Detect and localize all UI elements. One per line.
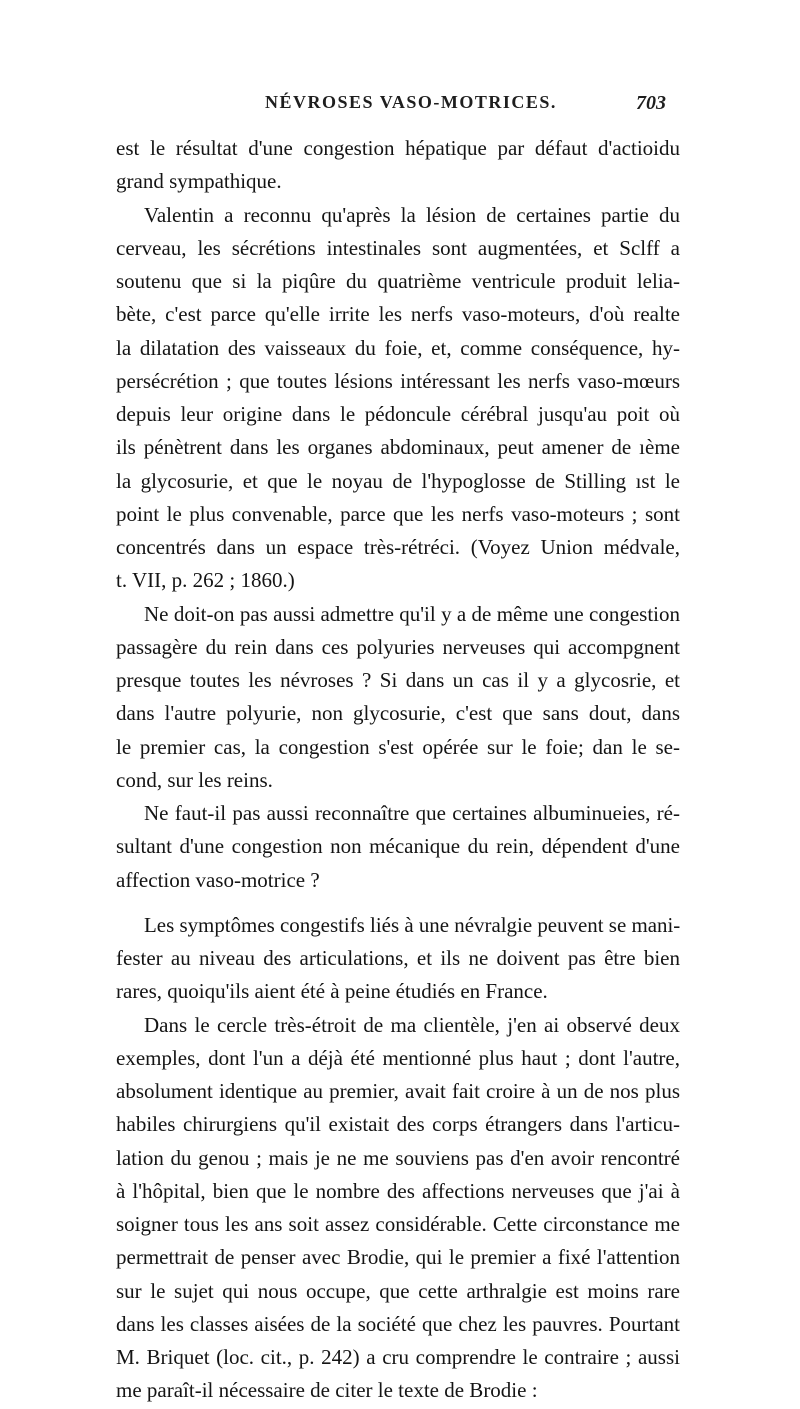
text-line: fester au niveau des articulations, et ils ne doivent pas être bien: [116, 946, 680, 970]
text-line: absolument identique au premier, avait fait croire à un de nos plus: [116, 1079, 680, 1103]
text-line: grand sympathique.: [116, 169, 282, 194]
paragraph-start-line: Ne faut-il pas aussi reconnaître que certaines albuminueies, ré-: [144, 801, 680, 825]
text-line: point le plus convenable, parce que les nerfs vaso-moteurs ; sont: [116, 501, 680, 526]
paragraph-start-line: Les symptômes congestifs liés à une névralgie peuvent se mani-: [144, 912, 681, 937]
paragraph-start-line: Valentin a reconnu qu'après la lésion de certaines partie du: [144, 202, 680, 227]
text-line: la dilatation des vaisseaux du foie, et, comme conséquence, hy-: [116, 335, 680, 360]
text-line: la glycosurie, et que le noyau de l'hypoglosse de Stilling ıst le: [116, 468, 680, 493]
text-line: cond, sur les reins.: [116, 767, 273, 792]
paragraph-start-line: Dans le cercle très-étroit de ma clientèle, j'en ai observé deux: [144, 1012, 680, 1037]
text-line: lation du genou ; mais je ne me souviens pas d'en avoir rencontré: [116, 1145, 680, 1170]
text-line: permettrait de penser avec Brodie, qui le premier a fixé l'attention: [116, 1245, 680, 1270]
text-line: depuis leur origine dans le pédoncule cérébral jusqu'au poit où: [116, 402, 680, 426]
text-line: dans les classes aisées de la société que chez les pauvres. Pourtant: [116, 1311, 680, 1336]
text-line: me paraît-il nécessaire de citer le texte de Brodie :: [116, 1378, 538, 1403]
paragraph-start-line: Ne doit-on pas aussi admettre qu'il y a de même une congestion: [144, 601, 680, 626]
text-line: cerveau, les sécrétions intestinales sont augmentées, et Sclff a: [116, 235, 680, 260]
text-line: affection vaso-motrice ?: [116, 867, 320, 892]
text-line: t. VII, p. 262 ; 1860.): [116, 568, 295, 593]
text-line: passagère du rein dans ces polyuries nerveuses qui accompgnent: [116, 634, 680, 659]
text-line: M. Briquet (loc. cit., p. 242) a cru comprendre le contraire ; aussi: [116, 1345, 680, 1369]
text-line: le premier cas, la congestion s'est opérée sur le foie; dan le se-: [116, 734, 680, 759]
page-number: 703: [636, 92, 666, 114]
text-line: rares, quoiqu'ils aient été à peine étudiés en France.: [116, 979, 548, 1004]
body-text: [0, 133, 800, 1409]
text-line: est le résultat d'une congestion hépatique par défaut d'actioidu: [116, 136, 680, 160]
text-line: à l'hôpital, bien que le nombre des affections nerveuses que j'ai à: [116, 1178, 680, 1203]
text-line: sultant d'une congestion non mécanique du rein, dépendent d'une: [116, 834, 680, 859]
text-line: persécrétion ; que toutes lésions intéressant les nerfs vaso-mœurs: [116, 368, 680, 393]
text-line: exemples, dont l'un a déjà été mentionné plus haut ; dont l'autre,: [116, 1045, 680, 1070]
text-line: concentrés dans un espace très-rétréci. (Voyez Union médvale,: [116, 535, 680, 559]
text-line: soutenu que si la piqûre du quatrième ventricule produit lelia-: [116, 269, 680, 293]
page-header: [0, 92, 800, 120]
text-line: dans l'autre polyurie, non glycosurie, c'est que sans dout, dans: [116, 701, 680, 726]
text-line: sur le sujet qui nous occupe, que cette arthralgie est moins rare: [116, 1278, 680, 1303]
text-line: presque toutes les névroses ? Si dans un cas il y a glycosrie, et: [116, 668, 680, 692]
running-title: NÉVROSES VASO-MOTRICES.: [265, 92, 557, 112]
text-line: ils pénètrent dans les organes abdominaux, peut amener de ıème: [116, 435, 680, 460]
text-line: soigner tous les ans soit assez considérable. Cette circonstance me: [116, 1212, 680, 1236]
text-line: bète, c'est parce qu'elle irrite les nerfs vaso-moteurs, d'où realte: [116, 302, 680, 327]
text-line: habiles chirurgiens qu'il existait des corps étrangers dans l'articu-: [116, 1112, 680, 1137]
